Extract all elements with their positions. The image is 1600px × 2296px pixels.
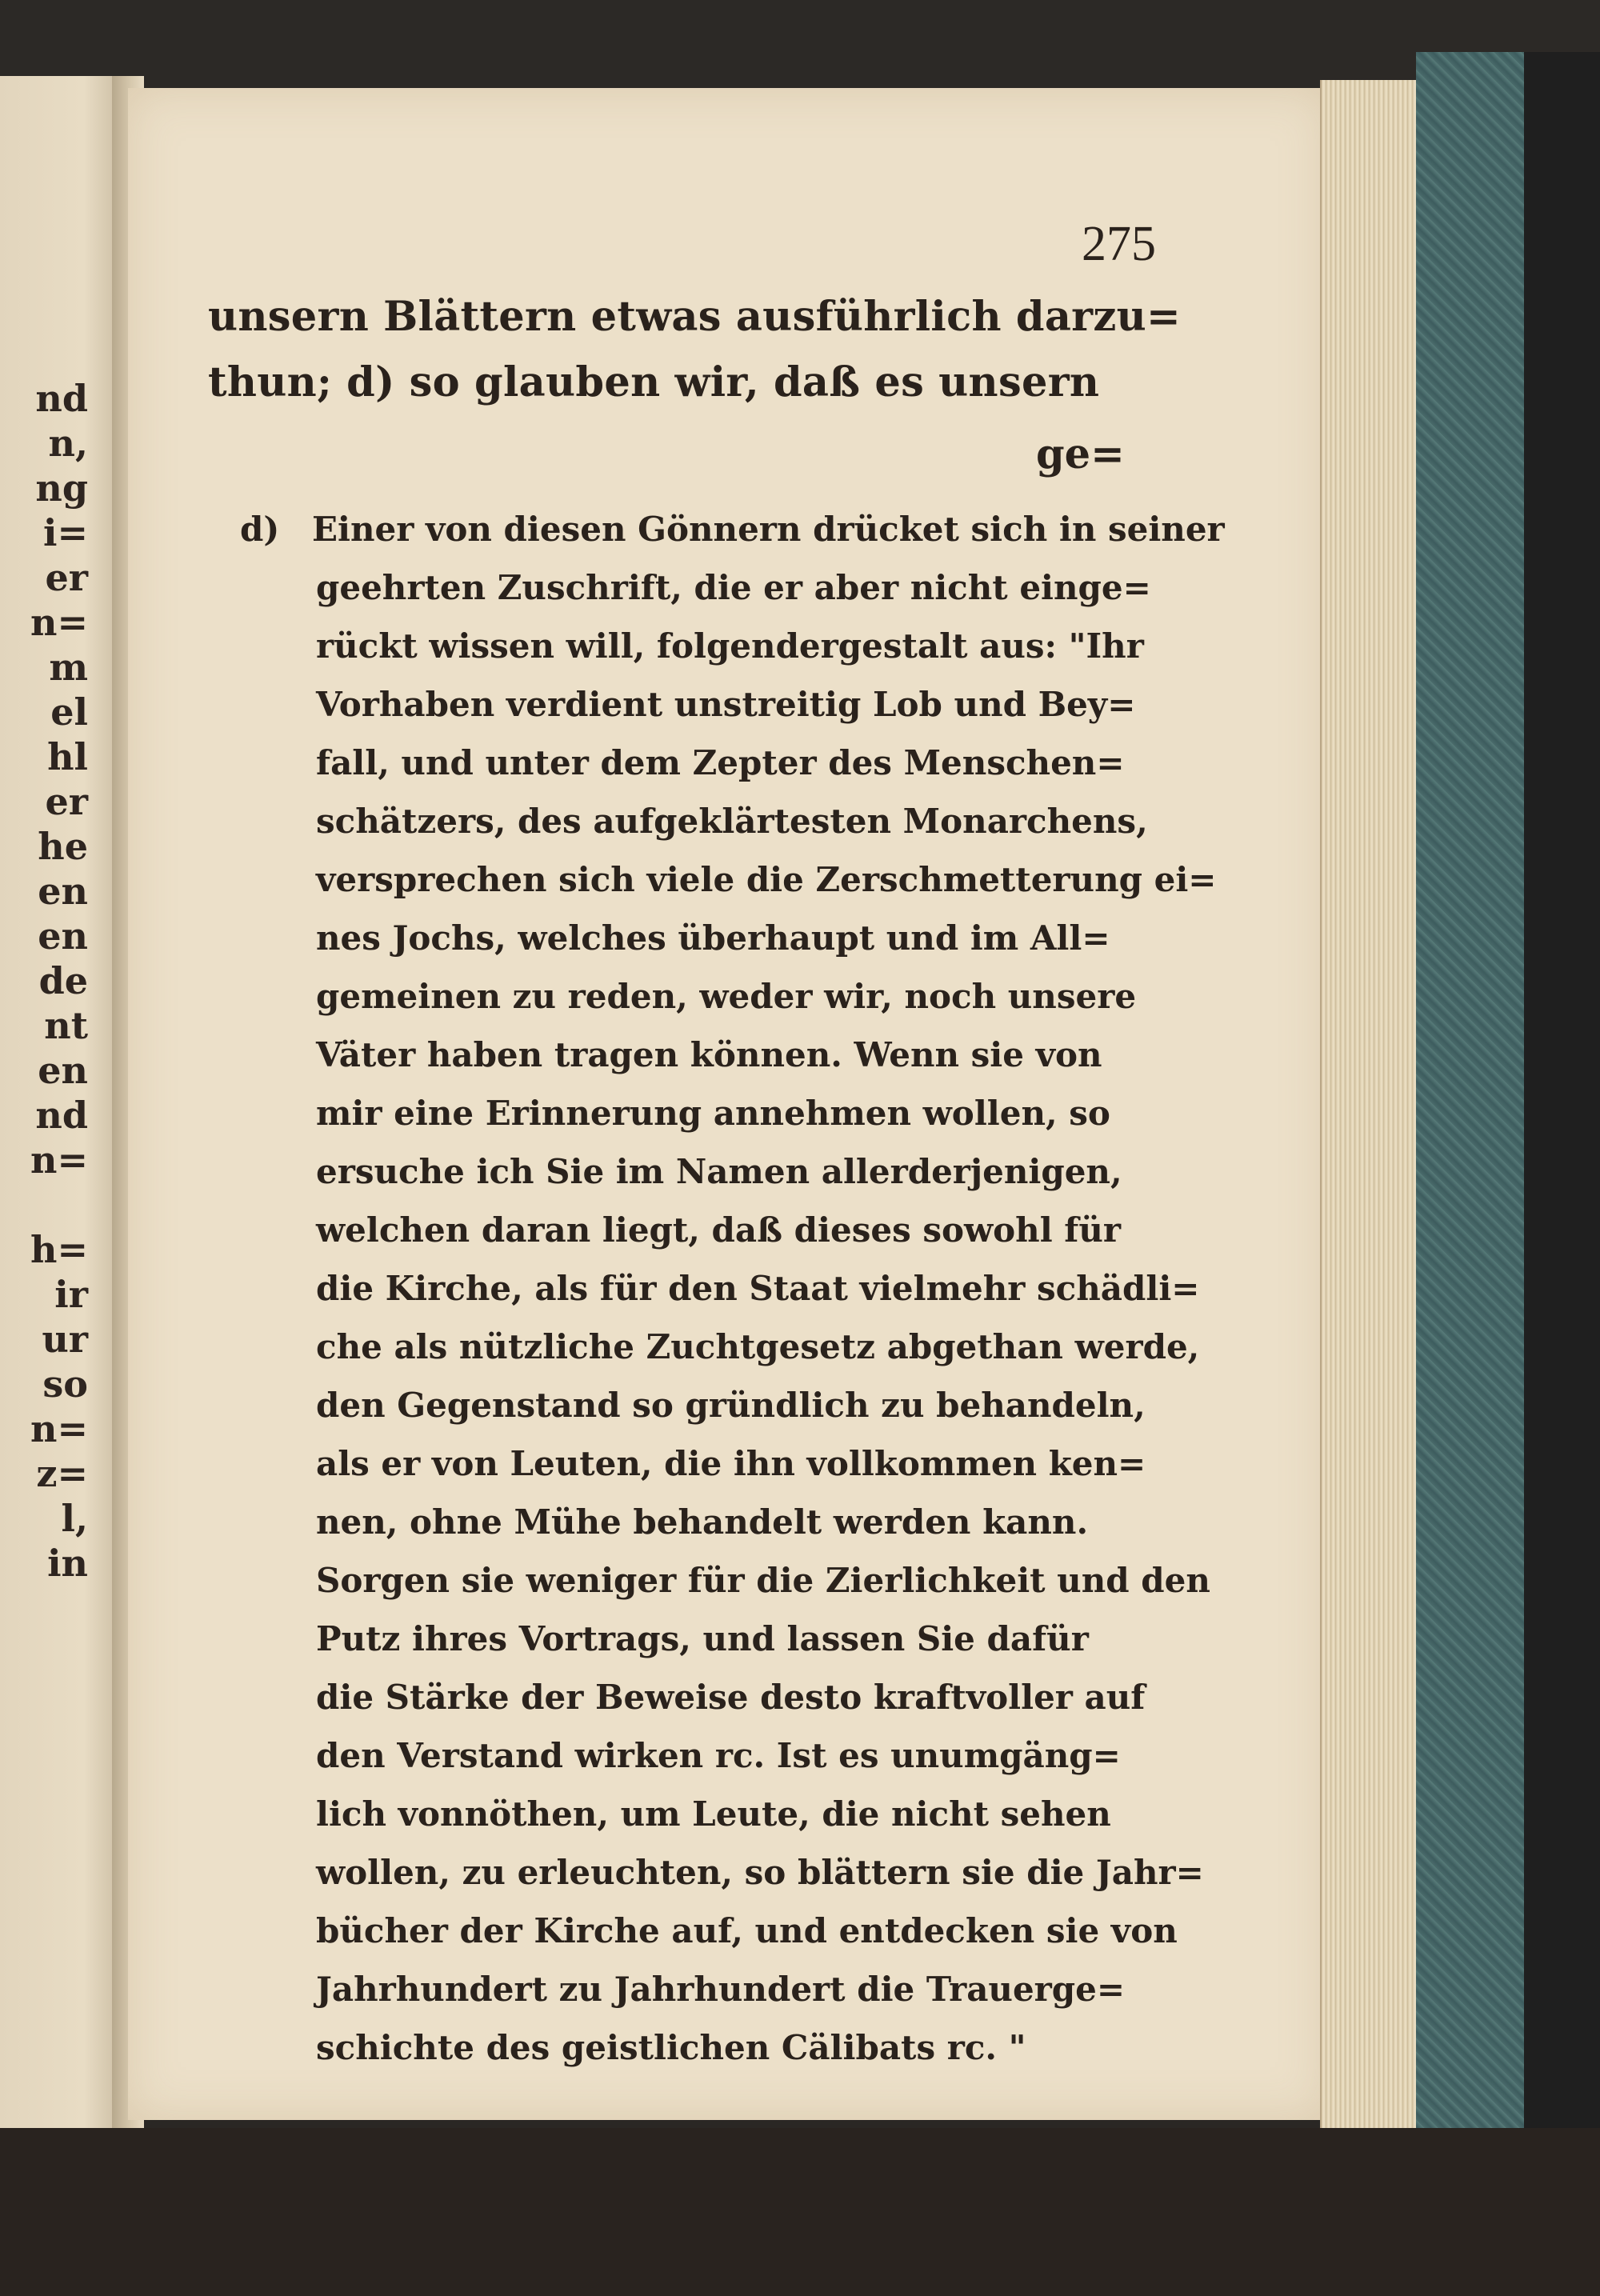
left-margin-fragment: m (49, 646, 88, 689)
left-margin-fragment: er (45, 556, 88, 599)
main-text (208, 284, 1182, 415)
main-text-line: unsern Blättern etwas ausführlich darzu= (208, 293, 1182, 341)
left-margin-fragment: h= (30, 1228, 88, 1271)
footnote-line: den Gegenstand so gründlich zu behandeln, (316, 1386, 1146, 1425)
footnote-line: Jahrhundert zu Jahrhundert die Trauerge= (316, 1970, 1126, 2009)
background-bottom (0, 2128, 1600, 2296)
footnote-line: die Stärke der Beweise desto kraftvoller auf (316, 1678, 1146, 1717)
left-margin-fragment: nt (44, 1004, 88, 1047)
left-margin-fragment: de (38, 959, 88, 1002)
left-margin-fragment: ir (54, 1273, 88, 1316)
footnote-line: Väter haben tragen können. Wenn sie von (316, 1035, 1102, 1074)
footnote-line-text: Einer von diesen Gönnern drücket sich in seiner (312, 510, 1225, 549)
footnote-line: mir eine Erinnerung annehmen wollen, so (316, 1094, 1110, 1133)
left-margin-fragment: en (38, 870, 88, 913)
footnote-line: schichte des geistlichen Cälibats rc. " (316, 2028, 1026, 2067)
left-margin-fragment: ur (42, 1318, 88, 1361)
left-margin-fragment (0, 1182, 96, 1227)
left-margin-fragment: nd (35, 1094, 88, 1137)
page-edges (1320, 80, 1426, 2184)
footnote-line (240, 500, 1225, 558)
left-margin-fragment: en (38, 914, 88, 958)
left-margin-fragment: hl (47, 735, 88, 778)
footnote-line: welchen daran liegt, daß dieses sowohl für (316, 1210, 1122, 1250)
left-margin-fragment: l, (61, 1497, 88, 1540)
footnote-line: Vorhaben verdient unstreitig Lob und Bey= (316, 685, 1136, 724)
footnote-marker: d) (240, 510, 280, 549)
footnote-line: rückt wissen will, folgendergestalt aus: "Ihr (316, 626, 1144, 666)
left-margin-fragment: in (47, 1542, 88, 1585)
footnote-line: versprechen sich viele die Zerschmetterung ei= (316, 860, 1217, 899)
footnote-line: den Verstand wirken rc. Ist es unumgäng= (316, 1736, 1121, 1775)
footnote-line: lich vonnöthen, um Leute, die nicht sehen (316, 1794, 1111, 1834)
left-margin-fragment: en (38, 1049, 88, 1092)
main-text-line: thun; d) so glauben wir, daß es unsern (208, 358, 1100, 406)
left-margin-fragment: i= (42, 511, 88, 554)
footnote-line: che als nützliche Zuchtgesetz abgethan werde, (316, 1327, 1200, 1366)
left-margin-fragment: ng (35, 466, 88, 510)
footnote-line: wollen, zu erleuchten, so blättern sie die Jahr= (316, 1853, 1204, 1892)
footnote-line: geehrten Zuschrift, die er aber nicht einge= (316, 568, 1151, 607)
footnote-line: ersuche ich Sie im Namen allerderjenigen, (316, 1152, 1122, 1191)
footnote-line: schätzers, des aufgeklärtesten Monarchens, (316, 802, 1148, 841)
left-margin-fragment: n= (30, 1407, 88, 1450)
footnote-line: als er von Leuten, die ihn vollkommen ken= (316, 1444, 1146, 1483)
left-page-margin-text (0, 376, 96, 1586)
left-margin-fragment: el (50, 690, 88, 734)
footnote-line: nen, ohne Mühe behandelt werden kann. (316, 1502, 1089, 1542)
footnote-line: Putz ihres Vortrags, und lassen Sie dafür (316, 1619, 1089, 1658)
background-right (1524, 52, 1600, 2228)
footnote (240, 500, 1225, 2077)
left-margin-fragment: he (38, 825, 88, 868)
footnote-line: gemeinen zu reden, weder wir, noch unsere (316, 977, 1137, 1016)
left-margin-fragment: nd (35, 377, 88, 420)
footnote-line: bücher der Kirche auf, und entdecken sie von (316, 1911, 1178, 1950)
footnote-line: Sorgen sie weniger für die Zierlichkeit und den (316, 1561, 1210, 1600)
background-top (0, 0, 1600, 88)
page-number: 275 (1082, 217, 1156, 271)
left-margin-fragment: n, (48, 422, 88, 465)
left-margin-fragment: z= (36, 1452, 88, 1495)
footnote-line: die Kirche, als für den Staat vielmehr schädli= (316, 1269, 1200, 1308)
left-margin-fragment: so (42, 1362, 88, 1406)
catchword: ge= (1036, 430, 1125, 478)
footnote-line: fall, und unter dem Zepter des Menschen= (316, 743, 1125, 782)
left-margin-fragment: n= (30, 601, 88, 644)
left-margin-fragment: n= (30, 1138, 88, 1182)
left-margin-fragment: er (45, 780, 88, 823)
footnote-line: nes Jochs, welches überhaupt und im All= (316, 918, 1110, 958)
left-page (0, 76, 120, 2132)
